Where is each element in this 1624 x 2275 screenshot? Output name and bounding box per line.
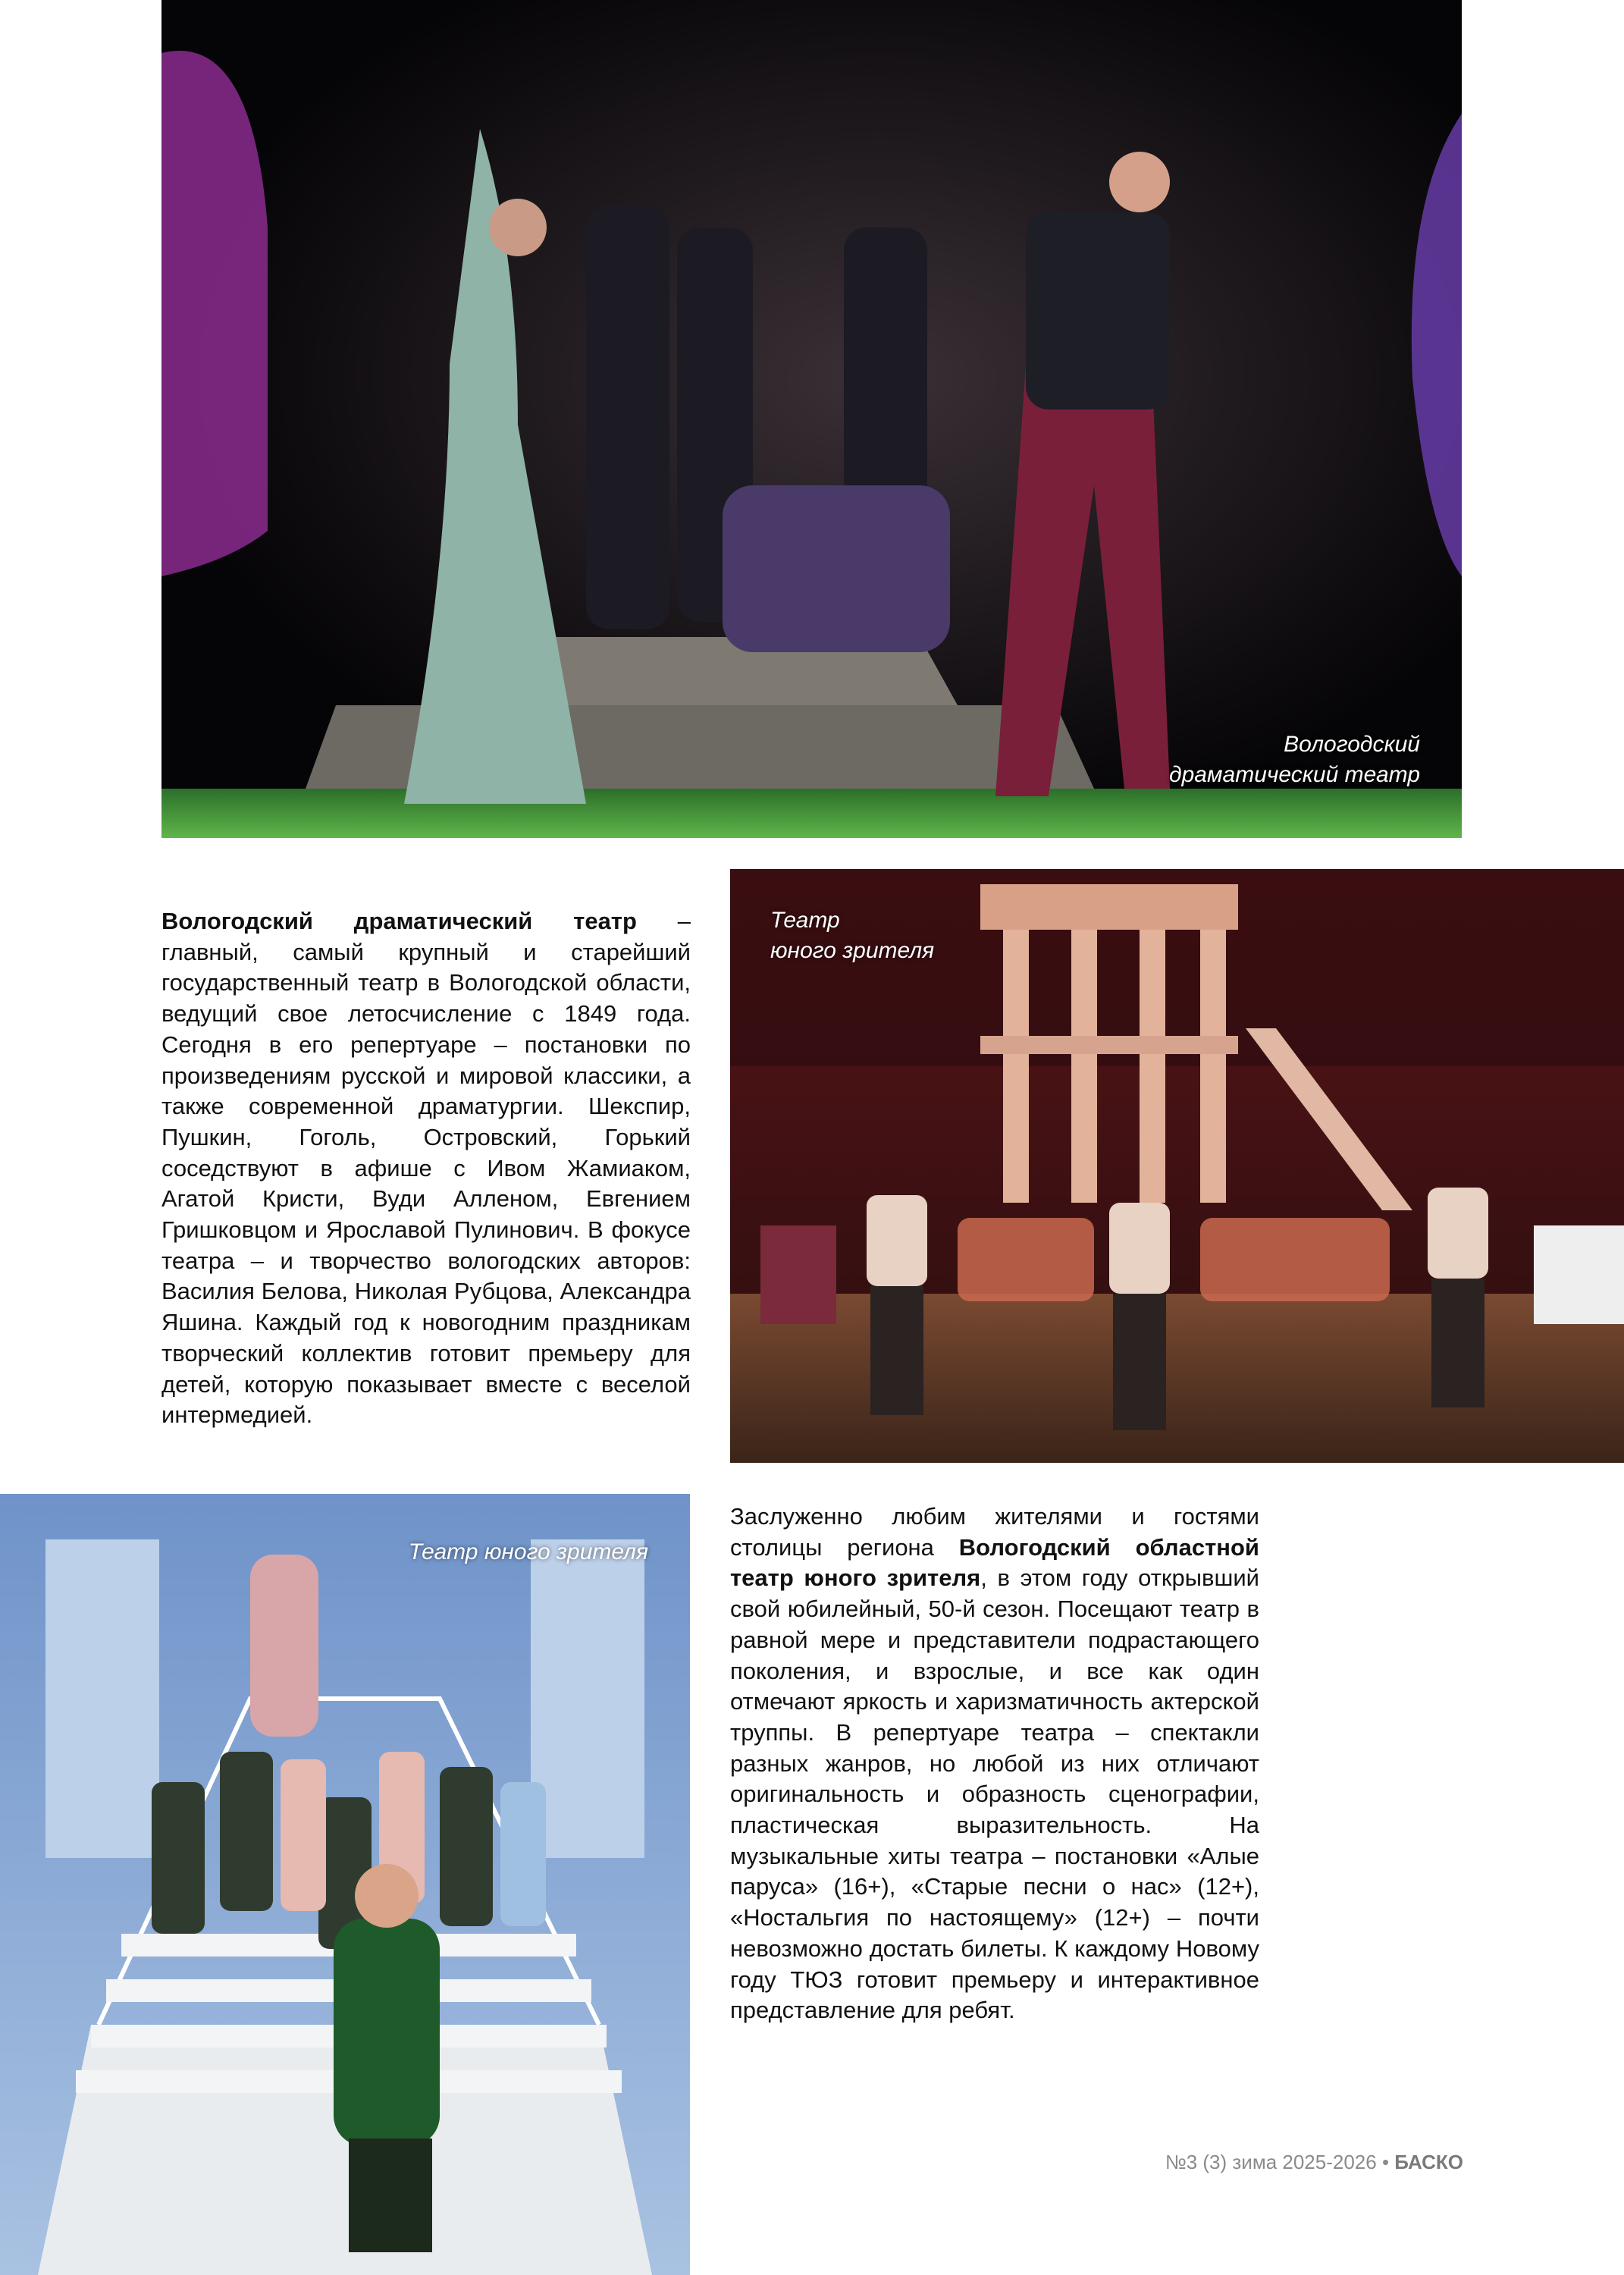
caption-youth-theatre-2 [409,1537,648,1567]
caption-line-1: Вологодский [1284,732,1420,757]
article-drama-theatre [161,906,691,1431]
article-youth-theatre-title: Вологодский областной театр юного зрителя [730,1533,1259,1592]
magazine-brand: БАСКО [1394,2151,1463,2173]
article-drama-theatre-title: Вологодский драматический театр [161,908,637,934]
caption-line-2: юного зрителя [770,938,935,963]
article-youth-theatre [730,1502,1259,2026]
photo-drama-theatre [161,0,1462,838]
issue-info: №3 (3) зима 2025-2026 [1165,2151,1377,2173]
article-youth-theatre-lead: Заслуженно любим жителями и гостями столицы региона [730,1503,1259,1561]
photo-youth-theatre-1 [730,869,1624,1463]
article-drama-theatre-body: – главный, самый крупный и старейший государственный театр в Вологодской области, ведущий свое летосчисление с 1849 года. Сегодня в его репертуаре – постановки по произведениям русской и мировой классики, а также современной драматургии. Шекспир, Пушкин, Гоголь, Островский, Горький соседствуют в афише с Ивом Жамиаком, Агатой Кристи, Вуди Алленом, Евгением Гришковцом и Ярославой Пулинович. В фокусе театра – и творчество вологодских авторов: Василия Белова, Николая Рубцова, Александра Яшина. Каждый год к новогодним праздникам творческий коллектив готовит премьеру для детей, которую показывает вместе с веселой интермедией. [161,908,691,1429]
youth-theatre-scene-2 [0,1494,690,2275]
caption-line-1: Театр юного зрителя [408,1539,648,1564]
caption-line-2: драматический театр [1169,762,1420,787]
caption-youth-theatre-1 [770,905,934,966]
drama-theatre-scene [161,0,1462,838]
footer-separator: • [1376,2151,1395,2173]
photo-youth-theatre-2 [0,1494,690,2275]
article-youth-theatre-body: , в этом году открывший свой юбилейный, 50-й сезон. Посещают театр в равной мере и представители подрастающего поколения, и взрослые, и все как один отмечают яркость и харизматичность актерской труппы. В репертуаре театра – спектакли разных жанров, но любой из них отличают оригинальность и образность сценографии, пластическая выразительность. На музыкальные хиты театра – постановки «Алые паруса» (16+), «Старые песни о нас» (12+), «Ностальгия по настоящему» (12+) – почти невозможно достать билеты. К каждому Новому году ТЮЗ готовит премьеру и интерактивное представление для ребят. [730,1564,1259,2024]
caption-drama-theatre [1169,730,1420,790]
caption-line-1: Театр [770,908,840,933]
page-footer [1137,2151,1463,2174]
